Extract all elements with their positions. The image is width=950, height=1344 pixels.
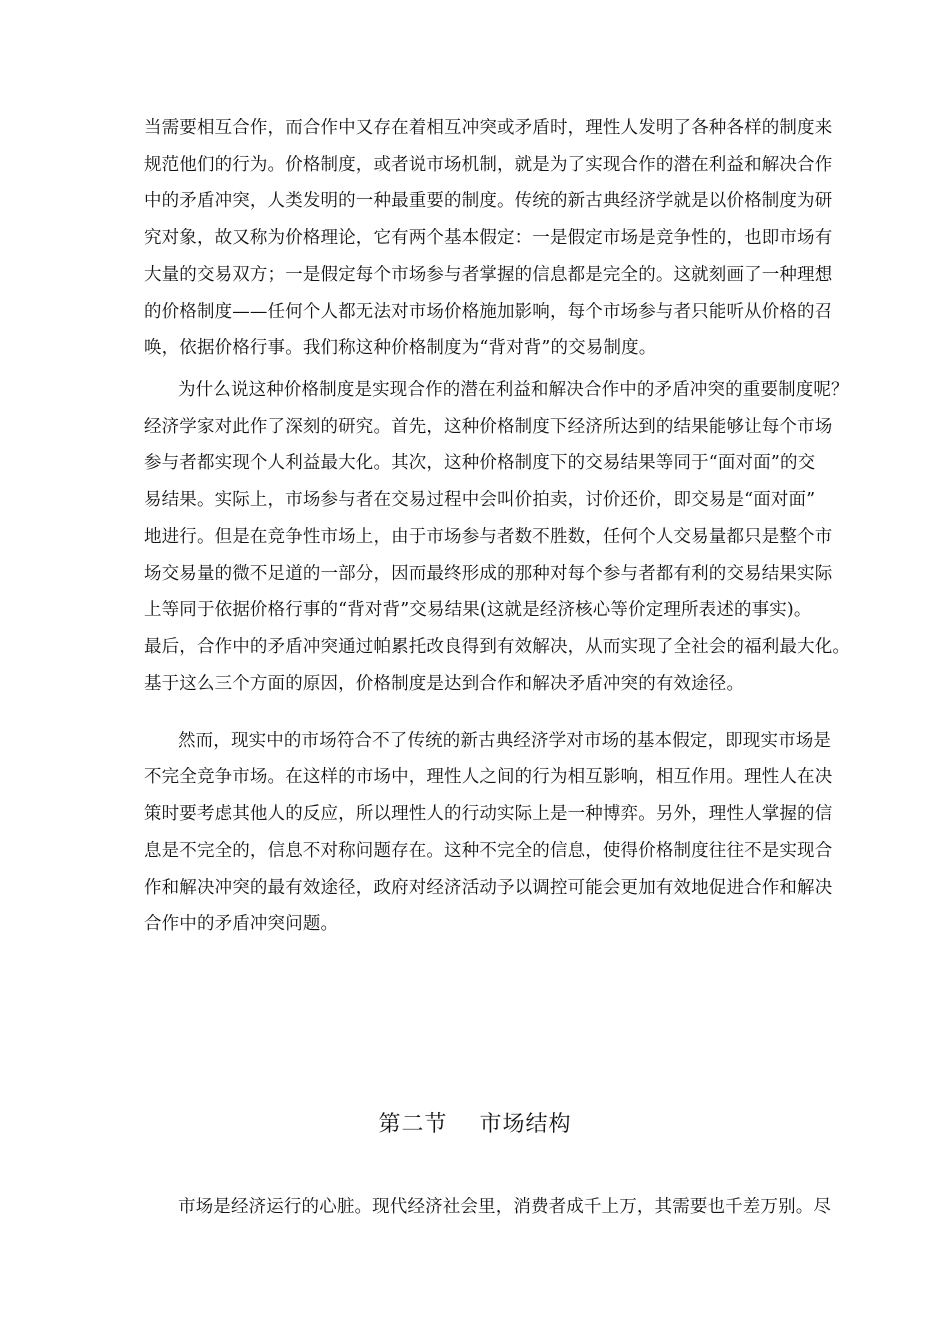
paragraph-line: 市场是经济运行的心脏。现代经济社会里，消费者成千上万，其需要也千差万别。尽 bbox=[178, 1197, 832, 1217]
paragraph-line: 不完全竞争市场。在这样的市场中，理性人之间的行为相互影响，相互作用。理性人在决 bbox=[144, 767, 833, 787]
paragraph-line: 策时要考虑其他人的反应，所以理性人的行动实际上是一种博弈。另外，理性人掌握的信 bbox=[144, 804, 833, 824]
paragraph-line: 参与者都实现个人利益最大化。其次，这种价格制度下的交易结果等同于“面对面”的交 bbox=[144, 453, 816, 473]
paragraph-line: 唤，依据价格行事。我们称这种价格制度为“背对背”的交易制度。 bbox=[144, 338, 657, 358]
paragraph-line: 规范他们的行为。价格制度，或者说市场机制，就是为了实现合作的潜在利益和解决合作 bbox=[144, 155, 833, 175]
paragraph-line: 大量的交易双方；一是假定每个市场参与者掌握的信息都是完全的。这就刻画了一种理想 bbox=[144, 265, 833, 285]
paragraph-line: 最后，合作中的矛盾冲突通过帕累托改良得到有效解决，从而实现了全社会的福利最大化。 bbox=[144, 637, 850, 657]
section-heading: 第二节 市场结构 bbox=[378, 1112, 572, 1137]
paragraph-line: 易结果。实际上，市场参与者在交易过程中会叫价拍卖，讨价还价，即交易是“面对面” bbox=[144, 490, 816, 510]
paragraph-line: 场交易量的微不足道的一部分，因而最终形成的那种对每个参与者都有利的交易结果实际 bbox=[144, 564, 833, 584]
paragraph-line: 合作中的矛盾冲突问题。 bbox=[144, 914, 339, 934]
paragraph-line: 为什么说这种价格制度是实现合作的潜在利益和解决合作中的矛盾冲突的重要制度呢？ bbox=[178, 380, 849, 400]
paragraph-line: 当需要相互合作，而合作中又存在着相互冲突或矛盾时，理性人发明了各种各样的制度来 bbox=[144, 118, 833, 138]
paragraph-line: 地进行。但是在竞争性市场上，由于市场参与者数不胜数，任何个人交易量都只是整个市 bbox=[144, 527, 833, 547]
paragraph-line: 基于这么三个方面的原因，价格制度是达到合作和解决矛盾冲突的有效途径。 bbox=[144, 674, 745, 694]
paragraph-line: 经济学家对此作了深刻的研究。首先，这种价格制度下经济所达到的结果能够让每个市场 bbox=[144, 417, 833, 437]
paragraph-line: 作和解决冲突的最有效途径，政府对经济活动予以调控可能会更加有效地促进合作和解决 bbox=[144, 878, 833, 898]
paragraph-line: 息是不完全的，信息不对称问题存在。这种不完全的信息，使得价格制度往往不是实现合 bbox=[144, 841, 833, 861]
paragraph-line: 中的矛盾冲突，人类发明的一种最重要的制度。传统的新古典经济学就是以价格制度为研 bbox=[144, 191, 833, 211]
paragraph-line: 然而，现实中的市场符合不了传统的新古典经济学对市场的基本假定，即现实市场是 bbox=[178, 731, 832, 751]
paragraph-line: 究对象，故又称为价格理论，它有两个基本假定：一是假定市场是竞争性的，也即市场有 bbox=[144, 228, 833, 248]
paragraph-line: 上等同于依据价格行事的“背对背”交易结果(这就是经济核心等价定理所表述的事实)。 bbox=[144, 600, 812, 620]
paragraph-line: 的价格制度——任何个人都无法对市场价格施加影响，每个市场参与者只能听从价格的召 bbox=[144, 302, 833, 322]
